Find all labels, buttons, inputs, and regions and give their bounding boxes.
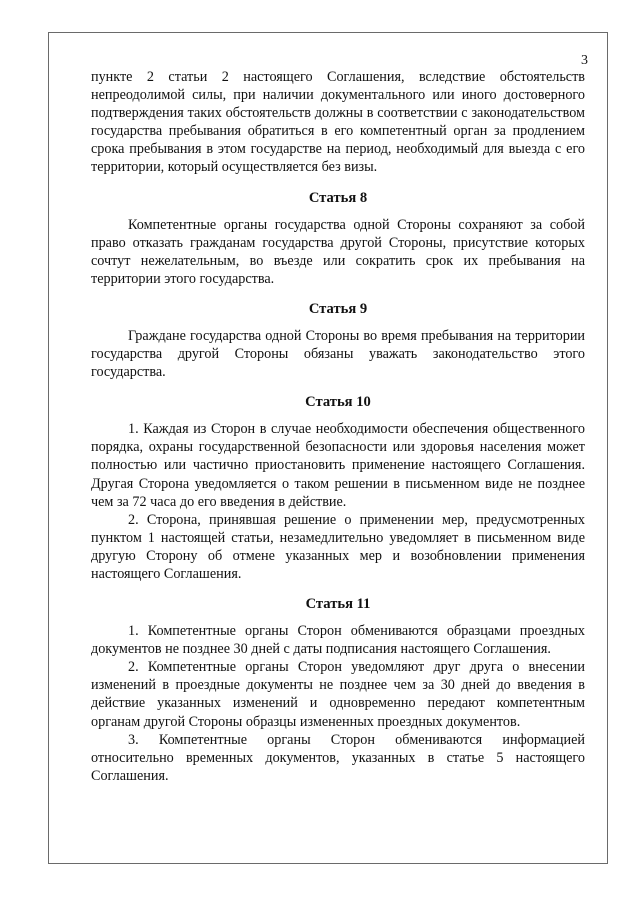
article-11-paragraph-3: 3. Компетентные органы Сторон обмениваются информацией относительно временных документов, указанных в статье 5 настоящего Соглашения. [91, 731, 585, 784]
article-9-paragraph-1: Граждане государства одной Стороны во время пребывания на территории государства другой Стороны обязаны уважать законодательство этого государства. [91, 327, 585, 381]
document-body [91, 68, 585, 785]
article-10-paragraph-1: 1. Каждая из Сторон в случае необходимости обеспечения общественного порядка, охраны государственной безопасности или здоровья населения может полностью или частично приостановить применение настоящего Соглашения. Другая Сторона уведомляется о таком решении в письменном виде не позднее чем за 72 часа до его введения в действие. [91, 421, 585, 510]
page-number: 3 [581, 53, 588, 68]
article-11-title: Статья 11 [305, 596, 371, 613]
article-11-paragraph-2: 2. Компетентные органы Сторон уведомляют друг друга о внесении изменений в проездные документы не позднее чем за 30 дней до введения в действие указанных изменений и одновременно передают компетентным органам другой Стороны образцы измененных проездных документов. [91, 659, 585, 730]
article-11-paragraph-1: 1. Компетентные органы Сторон обмениваются образцами проездных документов не позднее 30 дней с даты подписания настоящего Соглашения. [91, 623, 585, 658]
article-10-title: Статья 10 [305, 394, 371, 411]
continuation-paragraph: пункте 2 статьи 2 настоящего Соглашения, вследствие обстоятельств непреодолимой силы, при наличии документального или иного достоверного подтверждения таких обстоятельств должны в соответствии с законодательством государства пребывания обратиться в его компетентный орган за продлением срока пребывания в этом государстве на период, необходимый для выезда с его территории, который осуществляется без визы. [91, 69, 585, 176]
article-8-paragraph-1: Компетентные органы государства одной Стороны сохраняют за собой право отказать гражданам государства другой Стороны, присутствие которых сочтут нежелательным, во въезде или сократить срок их пребывания на территории этого государства. [91, 216, 585, 287]
article-8-title: Статья 8 [308, 189, 368, 206]
article-9-title: Статья 9 [308, 300, 368, 317]
article-10-paragraph-2: 2. Сторона, принявшая решение о применении мер, предусмотренных пунктом 1 настоящей статьи, незамедлительно уведомляет в письменном виде другую Сторону об отмене указанных мер и возобновлении применения настоящего Соглашения. [91, 511, 585, 582]
